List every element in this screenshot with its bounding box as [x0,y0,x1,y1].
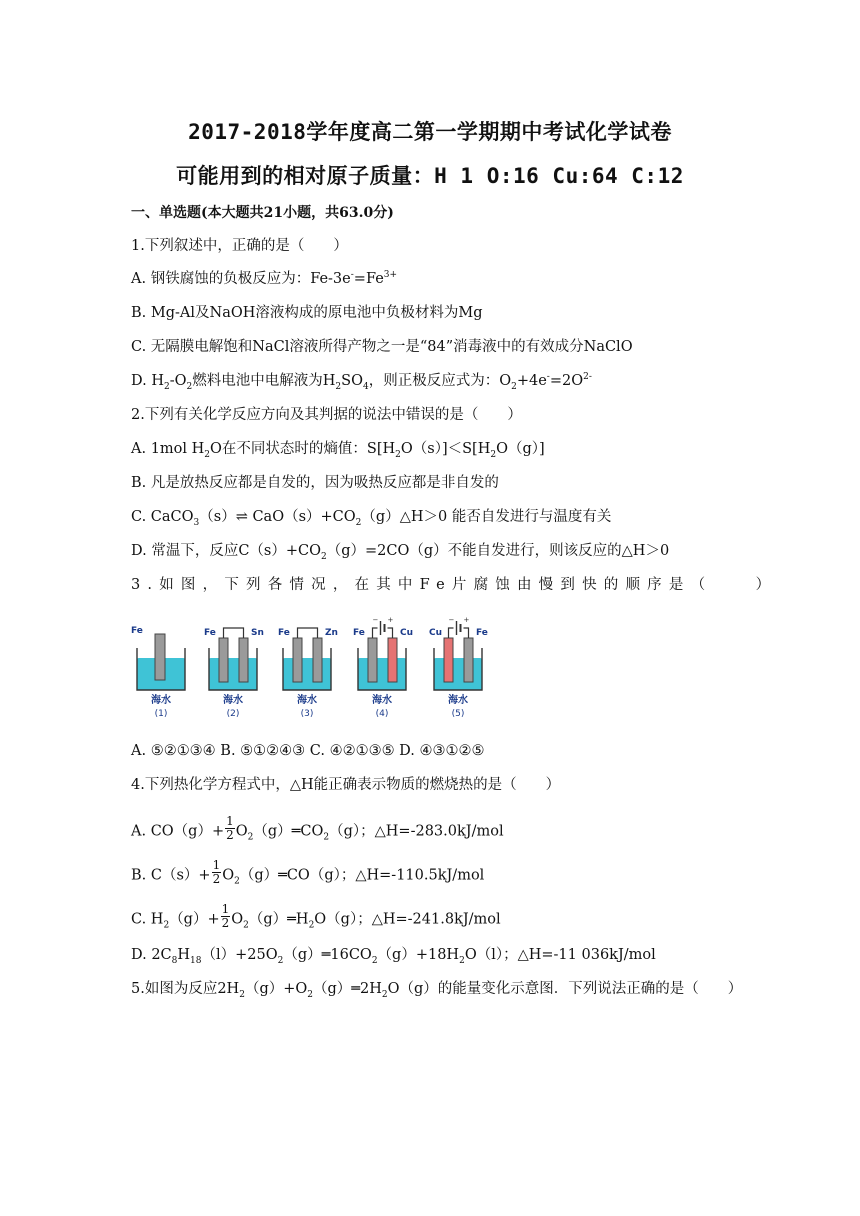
fraction-one-half: $\frac{1}{2}$ [226,814,234,842]
left-electrode [444,638,453,682]
right-electrode [313,638,322,682]
right-electrode-label: Fe [476,628,488,638]
fraction-one-half: $\frac{1}{2}$ [221,902,230,930]
q1-option-d: D. $H_2-O_2$燃料电池中电解液为$H_2SO_4$，则正极反应式为：$O_2+4e^-=2O^{2-}$ [131,372,592,392]
cell-number-label: (2) [226,709,240,719]
section-heading: 一、单选题(本大题共21小题，共63.0分) [131,205,394,221]
seawater-fill [434,658,482,690]
connecting-wire [224,628,244,638]
question-2-stem: 2.下列有关化学反应方向及其判据的说法中错误的是（ ） [131,407,522,423]
question-4-stem: 4.下列热化学方程式中，△H能正确表示物质的燃烧热的是（ ） [131,777,561,793]
left-electrode-label: Cu [429,628,443,638]
seawater-label: 海水 [448,695,468,706]
battery-plus-label: + [387,616,394,624]
q2-option-a: A. 1mol $H_2O$在不同状态时的熵值：$S[H_2O(s)]<S[H_2O(g)]$ [131,441,545,460]
iron-electrode [155,634,165,680]
left-electrode-label: Fe [353,628,365,638]
q1-option-b: B. Mg-Al及NaOH溶液构成的原电池中负极材料为Mg [131,305,483,321]
corrosion-cells-figure [131,616,501,732]
right-electrode-label: Zn [325,628,338,638]
electrode-label: Fe [131,626,143,636]
left-electrode-label: Fe [204,628,216,638]
q4-option-a: A. CO（g）+ $\frac{1}{2}$ $O_2(g)═CO_2(g)$；△H=-283.0kJ/mol [131,814,504,843]
connecting-wire [298,628,318,638]
left-electrode [368,638,377,682]
q4-option-c: C. $H_2(g)+$ $\frac{1}{2}$ $O_2(g)═H_2O(g)$；△H=-241.8kJ/mol [131,902,501,931]
right-electrode-label: Sn [251,628,264,638]
fraction-one-half: $\frac{1}{2}$ [212,858,221,886]
seawater-label: 海水 [372,695,392,706]
left-electrode [293,638,302,682]
q2-option-b: B. 凡是放热反应都是自发的，因为吸热反应都是非自发的 [131,475,499,491]
seawater-fill [358,658,406,690]
seawater-fill [209,658,257,690]
q1-option-c: C. 无隔膜电解饱和NaCl溶液所得产物之一是“84”消毒液中的有效成分NaClO [131,339,633,355]
q4-option-b: B. C（s）+ $\frac{1}{2}$ $O_2(g)═CO(g)$；△H=-110.5kJ/mol [131,858,485,887]
battery-minus-label: − [372,616,379,624]
right-electrode [239,638,248,682]
q1-option-a: A. 钢铁腐蚀的负极反应为：$Fe-3e^-=Fe^{3+}$ [131,270,398,287]
question-5-stem: 5.如图为反应$2H_2(g)+O_2(g)═2H_2O(g)$的能量变化示意图．下列说法正确的是（ ） [131,981,743,1000]
cell-number-label: (3) [300,709,314,719]
right-electrode [388,638,397,682]
cell-number-label: (1) [154,709,168,719]
seawater-label: 海水 [223,695,243,706]
seawater-label: 海水 [297,695,317,706]
battery-plus-label: + [463,616,470,624]
question-1-stem: 1.下列叙述中，正确的是（ ） [131,238,348,254]
left-electrode-label: Fe [278,628,290,638]
q4-option-d: D. $2C_8H_{18}(l)+25O_2(g)═16CO_2(g)+18H_2O(l)$；△H=-11 036kJ/mol [131,947,656,966]
seawater-fill [283,658,331,690]
battery-minus-label: − [448,616,455,624]
seawater-label: 海水 [151,695,171,706]
q3-options: A. ⑤②①③④ B. ⑤①②④③ C. ④②①③⑤ D. ④③①②⑤ [131,743,485,759]
cell-number-label: (5) [451,709,465,719]
page-title: 2017-2018学年度高二第一学期期中考试化学试卷 [188,120,672,144]
q2-option-d: D. 常温下，反应$C(s)+CO_2(g)=2CO(g)$不能自发进行，则该反应的△H＞0 [131,543,670,562]
page-subtitle: 可能用到的相对原子质量：H 1 O:16 Cu:64 C:12 [176,164,684,188]
cell-number-label: (4) [375,709,389,719]
question-3-stem: 3.如图，下列各情况，在其中Fe片腐蚀由慢到快的顺序是（ ） [131,577,778,593]
left-electrode [219,638,228,682]
q2-option-c: C. CaCO$_3$（s）⇌ $CaO(s)+CO_2(g)\triangle H>0$ 能否自发进行与温度有关 [131,509,612,528]
right-electrode [464,638,473,682]
battery-gap [454,624,464,632]
right-electrode-label: Cu [400,628,414,638]
battery-gap [378,624,388,632]
